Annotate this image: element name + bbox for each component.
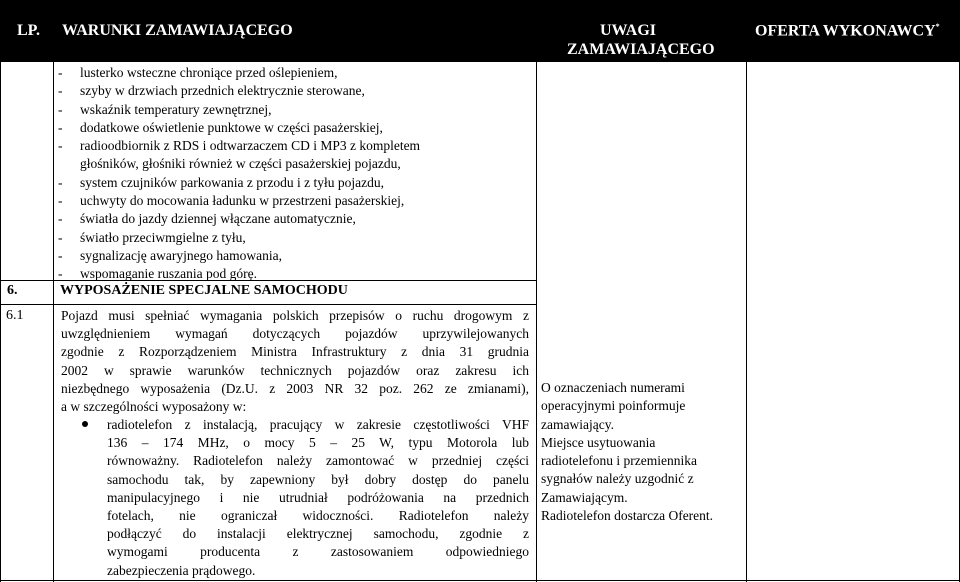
remarks-text (541, 379, 713, 525)
list-item: - wspomaganie ruszania pod górę. (58, 266, 257, 282)
remarks-line: Zamawiającym. (541, 489, 628, 505)
bullet-paragraph (107, 416, 529, 580)
header-oferta (755, 22, 940, 40)
equipment-list (58, 64, 420, 284)
list-item: - sygnalizację awaryjnego hamowania, (58, 247, 283, 263)
section-title: WYPOSAŻENIE SPECJALNE SAMOCHODU (60, 283, 348, 298)
remarks-line: Miejsce usytuowania (541, 434, 656, 450)
paragraph-line: Pojazd musi spełniać wymagania polskich przepisów o ruchu drogowym z (61, 308, 529, 323)
section-number: 6. (7, 283, 18, 298)
remarks-line: Radiotelefon dostarcza Oferent. (541, 508, 714, 524)
paragraph-line: niezbędnego wyposażenia (Dz.U. z 2003 NR 32 poz. 262 ze zmianami), (61, 380, 529, 396)
column-divider-warunki (536, 0, 537, 582)
bullet-line: radiotelefon z instalacją, pracujący w zakresie częstotliwości VHF (107, 417, 529, 432)
column-divider-uwagi (746, 0, 747, 582)
bullet-line: 136 – 174 MHz, o mocy 5 – 25 W, typu Motorola lub (107, 435, 529, 451)
remarks-line: sygnałów należy uzgodnić z (541, 471, 694, 487)
column-divider-left-edge (0, 0, 1, 582)
list-item: - światło przeciwmgielne z tyłu, (58, 229, 246, 245)
header-uwagi-line2: ZAMAWIAJĄCEGO (567, 41, 715, 58)
row-divider-bottom (0, 580, 960, 581)
bullet-line: fotelach, nie ograniczał widoczności. Radiotelefon należy (107, 508, 529, 524)
header-oferta-label: OFERTA WYKONAWCY (755, 22, 936, 40)
list-item: - lusterko wsteczne chroniące przed oślepieniem, (58, 65, 338, 80)
header-lp: LP. (17, 22, 40, 39)
remarks-line: zamawiający. (541, 416, 614, 432)
header-uwagi-line1: UWAGI (600, 22, 657, 39)
bullet-dot-icon (82, 421, 88, 427)
header-warunki: WARUNKI ZAMAWIAJĄCEGO (62, 22, 293, 39)
bullet-line: zabezpieczenia prądowego. (107, 562, 256, 578)
column-divider-lp (53, 0, 54, 582)
remarks-line: radiotelefonu i przemiennika (541, 453, 697, 469)
list-item: - szyby w drzwiach przednich elektrycznie sterowane, (58, 83, 365, 99)
bullet-line: wymogami producenta z zastosowaniem odpowiedniego (107, 544, 529, 560)
paragraph-line: a w szczególności wyposażony w: (61, 399, 247, 415)
paragraph-line: uwzględnieniem wymagań dotyczących pojazdów uprzywilejowanych (61, 326, 529, 342)
remarks-line: operacyjnymi poinformuje (541, 398, 686, 414)
list-item: - dodatkowe oświetlenie punktowe w części pasażerskiej, (58, 119, 383, 135)
table-header (0, 0, 960, 62)
list-item: - światła do jazdy dziennej włączane automatycznie, (58, 211, 356, 227)
list-item-continuation: głośników, głośniki również w części pasażerskiej pojazdu, (80, 156, 401, 172)
item-number: 6.1 (6, 308, 24, 323)
paragraph-line: 2002 w sprawie warunków technicznych pojazdów oraz zakresu ich (61, 362, 529, 378)
list-item: - uchwyty do mocowania ładunku w przestrzeni pasażerskiej, (58, 193, 405, 209)
item-paragraph (61, 307, 529, 416)
list-item: - system czujników parkowania z przodu i z tyłu pojazdu, (58, 174, 385, 190)
header-oferta-mark: * (935, 22, 940, 31)
bullet-line: manipulacyjnego i nie utrudniał podróżowania na przednich (107, 489, 529, 505)
bullet-line: równoważny. Radiotelefon należy zamontować w przedniej części (107, 453, 529, 469)
remarks-line: O oznaczeniach numerami (541, 380, 685, 395)
row-divider-item (0, 304, 536, 305)
list-item: - wskaźnik temperatury zewnętrznej, (58, 101, 272, 117)
list-item: - radioodbiornik z RDS i odtwarzaczem CD i MP3 z kompletem (58, 138, 421, 154)
paragraph-line: zgodnie z Rozporządzeniem Ministra Infrastruktury z dnia 31 grudnia (61, 344, 529, 360)
bullet-line: podłączyć do instalacji elektrycznej samochodu, zgodnie z (107, 526, 529, 542)
bullet-line: samochodu tak, by zapewniony był dobry dostęp do panelu (107, 471, 529, 487)
